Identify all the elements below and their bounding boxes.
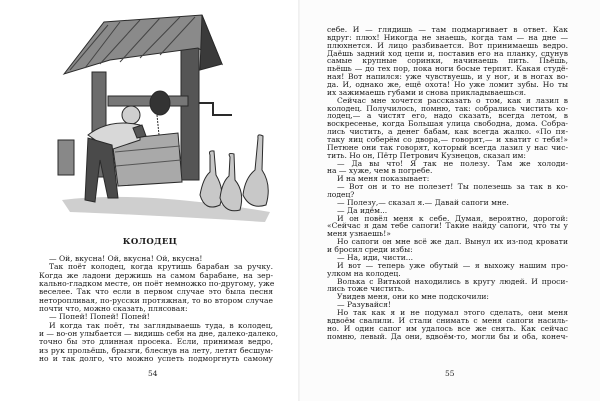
text-line: Волька с Витькой находились в кругу людей. И проси-	[337, 276, 568, 286]
left-page-text	[39, 254, 278, 364]
text-line: — Разувайся!	[337, 300, 391, 310]
text-line: тить. Но он, Пётр Петрович Кузнецов, сказал им:	[327, 150, 526, 160]
text-line: Когда же ладони держишь на самом барабане, на зер-	[39, 270, 273, 280]
text-line: — Вот он и то не полезет! Ты полезешь за так в ко-	[337, 182, 568, 192]
text-line: но и так долго, что можно успеть подморгнуть самому	[39, 354, 273, 364]
text-line: И он повёл меня к себе. Думая, вероятно, дорогой:	[337, 213, 568, 223]
text-line: Даёшь задний ход цепи и, поставив его на планку, сдунув	[327, 48, 568, 58]
page-number: 54	[148, 369, 158, 378]
text-line: воскресенье, когда Большая улица свободна, дома. Собра-	[327, 119, 568, 129]
text-line: точно бы это длинная просека. Если, принимая ведро,	[39, 337, 273, 347]
text-line: из рук прольёшь, брызги, блеснув на лету, летят бесшум-	[39, 345, 273, 355]
text-line: «Сейчас я дам тебе сапоги! Такие найду сапоги, что ты у	[327, 221, 568, 231]
text-line: — Полезу,— сказал я.— Давай сапоги мне.	[337, 197, 509, 207]
text-line: пьёшь — до тех пор, пока ноги босые терпят. Какая студё-	[327, 64, 568, 74]
text-line: таку яиц соберём со двора,— говорят,— и хватит с тебя!»	[327, 135, 568, 145]
text-line: — Да идём...	[337, 205, 388, 215]
text-line: — Ой, вкусна! Ой, вкусна! Ой, вкусна!	[49, 254, 203, 263]
text-line: лись тоже чистить.	[327, 284, 405, 294]
text-line: Петюне они так говорят, который всегда лазил у нас чис-	[327, 142, 568, 152]
text-line: — Попей! Попей! Попей!	[49, 312, 150, 322]
text-line: Но так как я и не подумал этого сделать, они меня	[337, 307, 568, 317]
text-line: неторопливая, по-русски протяжная, то во втором случае	[39, 295, 273, 305]
text-line: плюхнется. И лицо разбивается. Вот принимаешь ведро.	[327, 40, 568, 50]
text-line: кально-гладком месте, он поёт немножко по-другому, уже	[39, 279, 275, 289]
well-illustration	[55, 8, 280, 228]
text-line: на — хуже, чем в погребе.	[327, 166, 433, 176]
text-line: вдвоём свалили. И стали снимать с меня сапоги насиль-	[327, 315, 568, 325]
text-line: меня узнаешь!»	[327, 229, 391, 239]
text-line: И когда так поёт, ты заглядываешь туда, в колодец,	[49, 320, 273, 330]
text-line: И вот — теперь уже обутый — я выхожу нашим про-	[337, 260, 568, 270]
text-line: Так поёт колодец, когда крутишь барабан за ручку.	[49, 262, 273, 272]
text-line: улком на колодец.	[327, 268, 401, 278]
text-line: лись чистить, а денег бабам, как всегда жалко. «По пя-	[327, 127, 568, 137]
right-page	[300, 0, 600, 401]
text-line: и — во-он улыбается — видишь себя на дне, далеко-далеко,	[39, 329, 278, 339]
text-line: лодец?	[327, 190, 355, 200]
text-line: — Да вы что! Я так не полезу. Там же холоди-	[337, 158, 568, 168]
right-page-text	[327, 26, 568, 340]
text-line: но. И один сапог им удалось все же снять. Как сейчас	[327, 323, 568, 333]
text-line: колодец. Получилось, помню, так: собрались чистить ко-	[327, 103, 568, 113]
text-line: — На, иди, чисти...	[337, 252, 413, 262]
text-line: и бросил среди избы:	[327, 245, 413, 255]
text-line: веселее. Так что если в первом случае это была песня	[39, 287, 273, 297]
text-line: вдруг: плюх! Никогда не знаешь, когда там — на дне —	[327, 32, 568, 42]
text-line: Но сапоги он мне всё же дал. Вынул их из-под кровати	[337, 237, 568, 247]
text-line: самые крупные соринки, начинаешь пить. Пьёшь,	[327, 56, 568, 66]
text-line: помню, левый. Да они, вдвоём-то, могли бы и оба, конеч-	[327, 331, 568, 341]
text-line: себе. И — глядишь — там подмаргивает в ответ. Как	[327, 25, 568, 34]
text-line: их зажимаешь губами и снова прикладываешься.	[327, 87, 527, 97]
text-line: лодец,— а чистят его, надо сказать, всегда летом, в	[327, 111, 568, 121]
text-line: Сейчас мне хочется рассказать о том, как я лазил в	[337, 95, 568, 105]
chapter-title: КОЛОДЕЦ	[122, 237, 178, 247]
text-line: да. И, однако же, ещё охота! Но уже ломит зубы. Но ты	[327, 80, 568, 90]
text-line: почти что, можно сказать, плясовая:	[39, 304, 188, 314]
text-line: Увидев меня, они ко мне подскочили:	[337, 292, 489, 302]
page-number: 55	[445, 369, 455, 378]
text-line: ная! Вот напился: уже чувствуешь, и у ног, и в ногах во-	[327, 72, 568, 82]
text-line: И на меня показывает:	[337, 174, 430, 184]
